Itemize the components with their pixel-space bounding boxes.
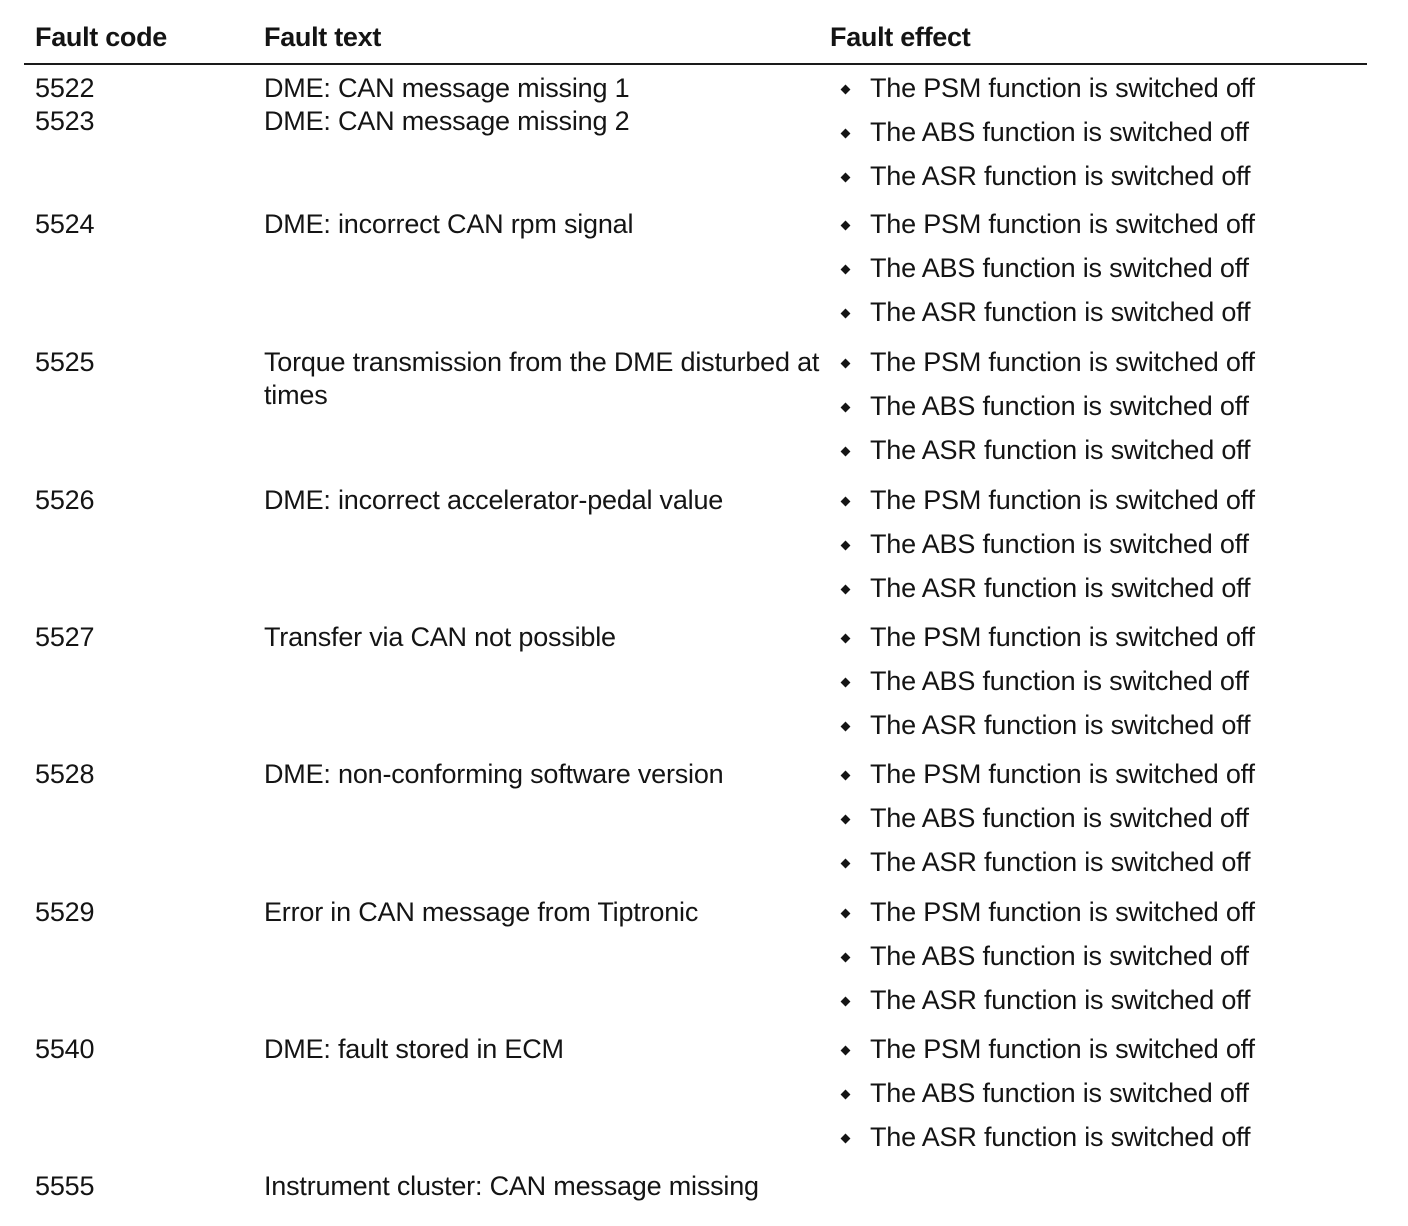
diamond-bullet-icon bbox=[838, 631, 852, 645]
fault-effect-list bbox=[830, 346, 1390, 478]
fault-text: DME: fault stored in ECM bbox=[264, 1034, 564, 1064]
diamond-bullet-icon bbox=[838, 675, 852, 689]
fault-text-cell bbox=[264, 484, 812, 517]
fault-code: 5527 bbox=[35, 622, 95, 652]
fault-effect-list bbox=[830, 208, 1390, 340]
fault-effect-text: The ASR function is switched off bbox=[870, 985, 1251, 1015]
diamond-bullet-icon bbox=[838, 444, 852, 458]
fault-effect-item bbox=[830, 346, 1390, 390]
table-header bbox=[0, 0, 1408, 62]
diamond-bullet-icon bbox=[838, 812, 852, 826]
fault-effect-text: The PSM function is switched off bbox=[870, 1034, 1255, 1064]
diamond-bullet-icon bbox=[838, 82, 852, 96]
fault-text-cell bbox=[264, 208, 812, 241]
fault-effect-text: The PSM function is switched off bbox=[870, 897, 1255, 927]
fault-effect-item bbox=[830, 390, 1390, 434]
diamond-bullet-icon bbox=[838, 582, 852, 596]
fault-effect-text: The ASR function is switched off bbox=[870, 161, 1251, 191]
fault-effect-item bbox=[830, 434, 1390, 478]
fault-code: 5555 bbox=[35, 1171, 95, 1201]
fault-effect-text: The PSM function is switched off bbox=[870, 622, 1255, 652]
fault-effect-text: The ASR function is switched off bbox=[870, 1122, 1251, 1152]
fault-code: 5540 bbox=[35, 1034, 95, 1064]
fault-code-cell bbox=[35, 1033, 235, 1066]
header-divider bbox=[24, 63, 1367, 65]
diamond-bullet-icon bbox=[838, 170, 852, 184]
fault-text-cell bbox=[264, 346, 820, 412]
fault-effect-text: The ASR function is switched off bbox=[870, 573, 1251, 603]
diamond-bullet-icon bbox=[838, 494, 852, 508]
fault-text-cell bbox=[264, 1170, 812, 1203]
fault-text: Error in CAN message from Tiptronic bbox=[264, 897, 699, 927]
diamond-bullet-icon bbox=[838, 768, 852, 782]
fault-effect-text: The ABS function is switched off bbox=[870, 666, 1249, 696]
fault-code: 5529 bbox=[35, 897, 95, 927]
diamond-bullet-icon bbox=[838, 719, 852, 733]
fault-code-cell bbox=[35, 621, 235, 654]
fault-code: 5525 bbox=[35, 347, 95, 377]
fault-effect-item bbox=[830, 116, 1390, 160]
fault-effect-list bbox=[830, 484, 1390, 616]
fault-code: 5523 bbox=[35, 106, 95, 136]
fault-effect-text: The ABS function is switched off bbox=[870, 117, 1249, 147]
fault-effect-item bbox=[830, 296, 1390, 340]
fault-effect-text: The PSM function is switched off bbox=[870, 73, 1255, 103]
diamond-bullet-icon bbox=[838, 400, 852, 414]
fault-effect-item bbox=[830, 846, 1390, 890]
diamond-bullet-icon bbox=[838, 126, 852, 140]
fault-text: Torque transmission from the DME disturbed at bbox=[264, 347, 820, 377]
diamond-bullet-icon bbox=[838, 218, 852, 232]
fault-effect-list bbox=[830, 1033, 1390, 1165]
fault-effect-item bbox=[830, 709, 1390, 753]
fault-code-cell bbox=[35, 346, 235, 379]
fault-code: 5526 bbox=[35, 485, 95, 515]
fault-effect-item bbox=[830, 758, 1390, 802]
fault-effect-list bbox=[830, 758, 1390, 890]
diamond-bullet-icon bbox=[838, 306, 852, 320]
fault-effect-text: The ABS function is switched off bbox=[870, 1078, 1249, 1108]
fault-text: times bbox=[264, 380, 328, 410]
fault-effect-item bbox=[830, 252, 1390, 296]
fault-code-cell bbox=[35, 484, 235, 517]
fault-effect-text: The ASR function is switched off bbox=[870, 297, 1251, 327]
fault-code: 5528 bbox=[35, 759, 95, 789]
fault-effect-item bbox=[830, 1033, 1390, 1077]
diamond-bullet-icon bbox=[838, 262, 852, 276]
fault-effect-item bbox=[830, 1077, 1390, 1121]
fault-text: Transfer via CAN not possible bbox=[264, 622, 616, 652]
fault-effect-text: The PSM function is switched off bbox=[870, 209, 1255, 239]
fault-effect-text: The ASR function is switched off bbox=[870, 435, 1251, 465]
diamond-bullet-icon bbox=[838, 1131, 852, 1145]
fault-effect-item bbox=[830, 802, 1390, 846]
fault-effect-item bbox=[830, 572, 1390, 616]
diamond-bullet-icon bbox=[838, 1087, 852, 1101]
fault-code: 5522 bbox=[35, 73, 95, 103]
fault-effect-text: The ABS function is switched off bbox=[870, 391, 1249, 421]
fault-text: DME: non-conforming software version bbox=[264, 759, 724, 789]
fault-effect-list bbox=[830, 621, 1390, 753]
fault-effect-list bbox=[830, 896, 1390, 1028]
fault-effect-text: The PSM function is switched off bbox=[870, 485, 1255, 515]
diamond-bullet-icon bbox=[838, 356, 852, 370]
diamond-bullet-icon bbox=[838, 906, 852, 920]
fault-effect-item bbox=[830, 528, 1390, 572]
fault-effect-item bbox=[830, 208, 1390, 252]
fault-text: DME: incorrect CAN rpm signal bbox=[264, 209, 634, 239]
fault-effect-item bbox=[830, 940, 1390, 984]
fault-code-cell bbox=[35, 896, 235, 929]
fault-effect-item bbox=[830, 1121, 1390, 1165]
fault-text: DME: CAN message missing 2 bbox=[264, 106, 630, 136]
header-fault-code: Fault code bbox=[35, 22, 168, 52]
fault-effect-text: The ABS function is switched off bbox=[870, 941, 1249, 971]
fault-effect-item bbox=[830, 72, 1390, 116]
fault-text-cell bbox=[264, 1033, 812, 1066]
fault-effect-item bbox=[830, 665, 1390, 709]
fault-effect-item bbox=[830, 896, 1390, 940]
fault-code-cell bbox=[35, 208, 235, 241]
fault-effect-text: The ASR function is switched off bbox=[870, 710, 1251, 740]
header-fault-effect: Fault effect bbox=[830, 22, 971, 52]
fault-effect-item bbox=[830, 484, 1390, 528]
fault-code-cell bbox=[35, 72, 235, 138]
fault-effect-text: The ABS function is switched off bbox=[870, 803, 1249, 833]
fault-effect-text: The PSM function is switched off bbox=[870, 347, 1255, 377]
fault-text: DME: incorrect accelerator-pedal value bbox=[264, 485, 724, 515]
diamond-bullet-icon bbox=[838, 950, 852, 964]
fault-effect-item bbox=[830, 160, 1390, 204]
fault-effect-text: The ASR function is switched off bbox=[870, 847, 1251, 877]
fault-text: DME: CAN message missing 1 bbox=[264, 73, 630, 103]
fault-code-cell bbox=[35, 758, 235, 791]
fault-effect-item bbox=[830, 984, 1390, 1028]
fault-effect-text: The ABS function is switched off bbox=[870, 253, 1249, 283]
diamond-bullet-icon bbox=[838, 1043, 852, 1057]
fault-text-cell bbox=[264, 621, 812, 654]
diamond-bullet-icon bbox=[838, 994, 852, 1008]
fault-text-cell bbox=[264, 896, 812, 929]
fault-effect-text: The ABS function is switched off bbox=[870, 529, 1249, 559]
fault-code-cell bbox=[35, 1170, 235, 1203]
fault-effect-text: The PSM function is switched off bbox=[870, 759, 1255, 789]
fault-effect-item bbox=[830, 621, 1390, 665]
diamond-bullet-icon bbox=[838, 856, 852, 870]
fault-effect-list bbox=[830, 72, 1390, 204]
fault-code: 5524 bbox=[35, 209, 95, 239]
header-fault-text: Fault text bbox=[264, 22, 382, 52]
fault-text: Instrument cluster: CAN message missing bbox=[264, 1171, 759, 1201]
fault-text-cell bbox=[264, 758, 812, 791]
diamond-bullet-icon bbox=[838, 538, 852, 552]
fault-text-cell bbox=[264, 72, 812, 138]
